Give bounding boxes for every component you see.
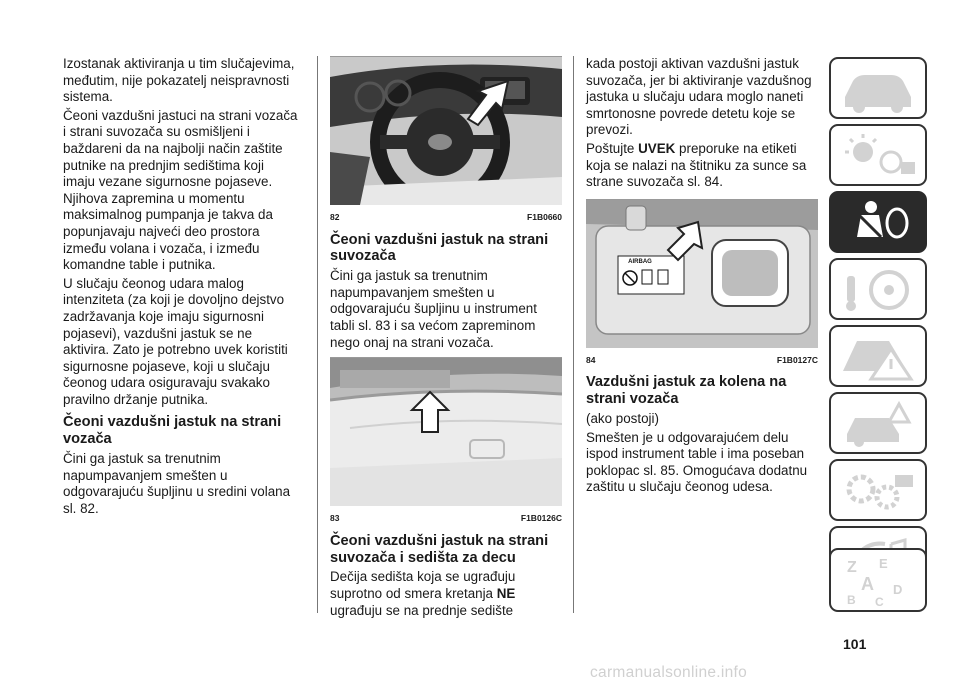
middle-column [330,56,562,621]
paragraph: kada postoji aktivan vazdušni jastuk suvozača, jer bi aktiviranje vazdušnog jastuka u slučaju udara moglo naneti smrtonosne povrede detetu koje se prevozi. [586,56,812,138]
dashboard-lights-icon [831,126,925,184]
svg-text:E: E [879,556,888,571]
figure-code: F1B0127C [776,354,818,365]
svg-text:A: A [861,574,874,594]
emphasis-text: NE [496,585,516,601]
paragraph: Čini ga jastuk sa trenutnim napumpavanjem smešten u odgovarajuću šupljinu u sredini volana sl. 82. [63,451,291,516]
airbag-label: AIRBAG [628,258,652,265]
watermark-text: carmanualsonline.info [590,664,748,681]
figure-number: 84 [586,354,596,365]
side-tab-maintenance[interactable] [829,459,927,521]
figure-84-sun-visor [586,199,818,348]
side-tab-dashboard-lights[interactable] [829,124,927,186]
svg-text:Z: Z [847,559,857,576]
paragraph: Smešten je u odgovarajućem delu ispod instrument table i ima poseban poklopac sl. 85. Omogućava dodatnu zaštitu u slučaju čeonog udesa. [586,429,808,495]
right-column [586,56,818,498]
note-text: (ako postoji) [586,410,659,426]
arrow-icon [662,218,706,262]
paragraph: U slučaju čeonog udara malog intenziteta (za koji je dovoljno dejstvo zadržavanja koje imaju sigurnosni pojasevi), vazdušni jastuk se ne aktivira. Zato je potrebno uvek koristiti sigurnosne pojaseve, koji u slučaju čeonog udara osiguravaju svakako pravilno držanje putnika. [63,275,288,407]
emphasis-text: UVEK [638,140,676,156]
side-tab-index[interactable] [829,548,927,612]
warning-triangle-icon [831,327,925,385]
side-tab-safety[interactable] [829,191,927,253]
emergency-car-icon [831,394,925,452]
steering-wheel-illustration [330,57,562,205]
paragraph: Čeoni vazdušni jastuci na strani vozača i strani suvozača su osmišljeni i baždareni da na najbolji način zaštite putnike na prednjim sedištima koji imaju vezane sigurnosne pojaseve. Njihova zapremina u momentu maksimalnog pumpanja je takva da popunjavaju najveći deo prostora između volana i vozača, i između komandne table i putnika. [63,107,298,273]
arrow-icon [464,79,520,127]
section-heading: Čeoni vazdušni jastuk na strani suvozača [330,231,549,265]
section-heading: Vazdušni jastuk za kolena na strani vozača [586,374,787,408]
key-steering-icon [831,260,925,318]
page-number: 101 [843,636,867,652]
figure-caption [330,510,562,527]
figure-number: 82 [330,212,340,222]
figure-caption [586,352,818,369]
column-divider [573,56,574,613]
index-letters-icon [831,550,925,610]
paragraph: Dečija sedišta koja se ugrađuju suprotno od smera kretanja NE ugrađuju se na prednje sedište [330,569,516,618]
section-heading: Čeoni vazdušni jastuk na strani suvozača i sedišta za decu [330,532,549,566]
figure-number: 83 [330,513,340,524]
figure-82-steering-wheel [330,56,562,205]
paragraph: Čini ga jastuk sa trenutnim napumpavanjem smešten u odgovarajuću šupljinu u instrument tabli sl. 83 i sa većom zapreminom nego onaj na strani vozača. [330,268,537,350]
column-divider [317,56,318,613]
maintenance-gears-icon [831,461,925,519]
paragraph: Izostanak aktiviranja u tim slučajevima, međutim, nije pokazatelj neispravnosti sistema. [63,56,295,105]
svg-text:D: D [893,582,903,597]
figure-code: F1B0660 [527,212,562,222]
side-tab-emergency[interactable] [829,392,927,454]
figure-83-dashboard [330,357,562,506]
svg-text:C: C [875,595,884,609]
seatbelt-airbag-icon [831,193,925,251]
side-tab-warning[interactable] [829,325,927,387]
svg-text:B: B [847,593,856,607]
section-heading: Čeoni vazdušni jastuk na strani vozača [63,414,282,448]
side-tab-car[interactable] [829,57,927,119]
side-tab-starting-driving[interactable] [829,258,927,320]
left-column [63,56,299,519]
paragraph: Poštujte UVEK preporuke na etiketi koja se nalazi na štitniku za sunce sa strane suvozača sl. 84. [586,140,807,190]
figure-code: F1B0126C [520,513,562,524]
arrow-icon [408,390,452,434]
figure-caption [330,209,562,226]
car-icon [831,59,925,117]
